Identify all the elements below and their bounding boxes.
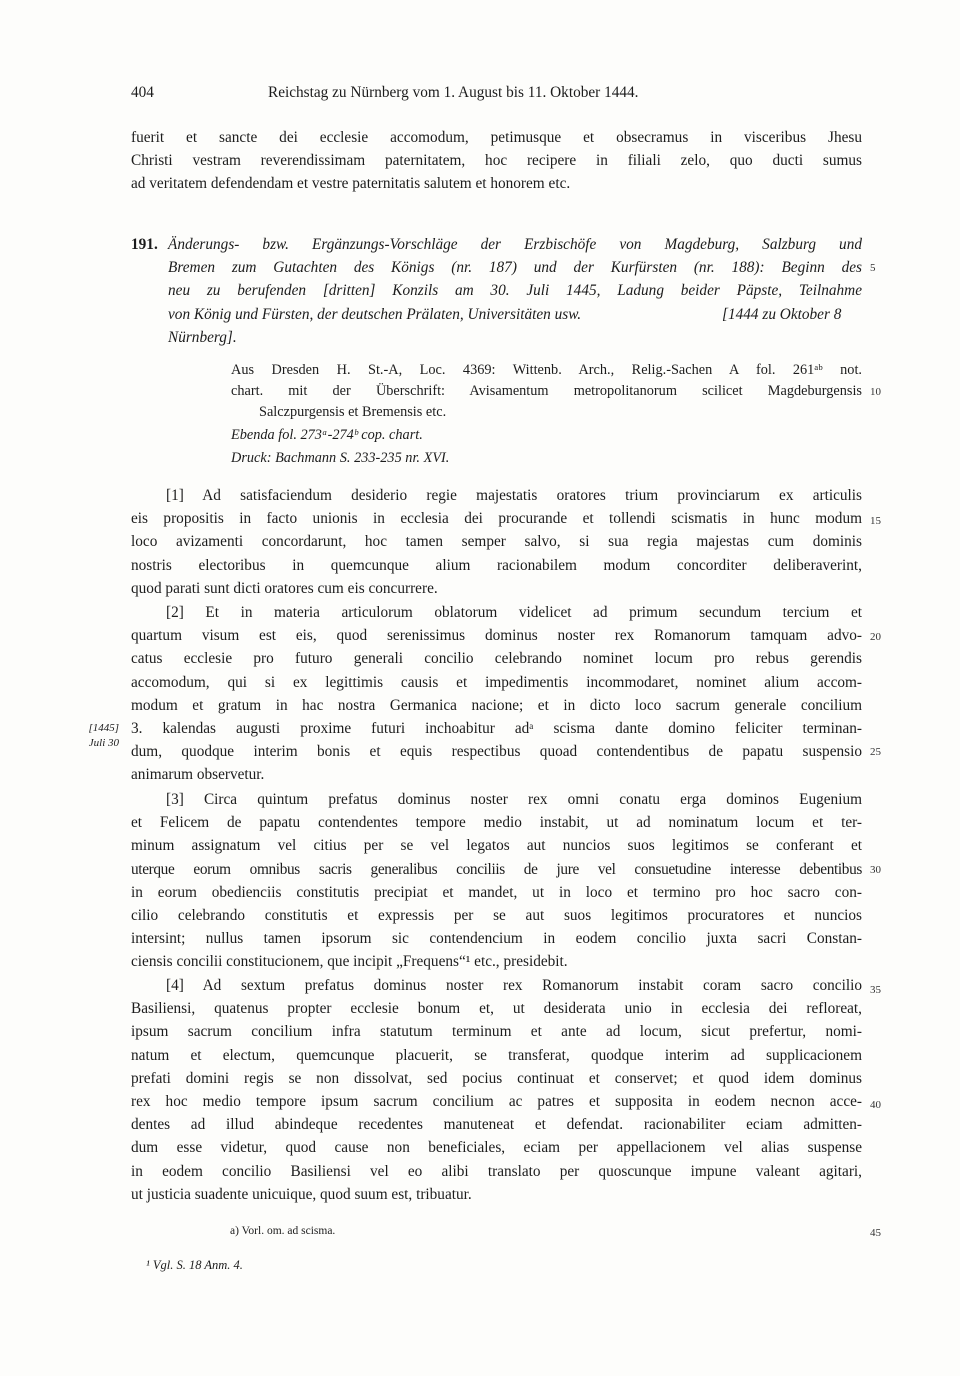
text-line: fuerit et sancte dei ecclesie accomodum, petimusque et obsecramus in visceribus Jhesu [131, 129, 862, 146]
source-line: Druck: Bachmann S. 233-235 nr. XVI. [231, 450, 450, 466]
text-line: natum et electum, quemcunque placuerit, se transferat, quodque interim ad supplicacionem [131, 1046, 862, 1064]
line-number: 40 [870, 1099, 881, 1111]
text-line: cilio celebrando constitutis et expressis per se aut suos legitimos procuratores et nuncios [131, 906, 862, 924]
text-line: dum, quodque interim bonis et equis respectibus quoad contendentibus de papatu suspensio [131, 743, 862, 761]
source-line: Ebenda fol. 273ᵃ-274ᵇ cop. chart. [231, 427, 423, 443]
text-line: accomodum, qui si ex legittimis causis et impedimentis incommodaret, nominet alium accom- [131, 673, 862, 691]
paragraph-4 [131, 974, 862, 1206]
text-line: quod parati sunt dicti oratores cum eis concurrere. [131, 579, 438, 597]
date-note: [1444 zu Oktober 8 [722, 305, 842, 323]
running-title: Reichstag zu Nürnberg vom 1. August bis 11. Oktober 1444. [268, 84, 639, 101]
text-line: uterque eorum omnibus sacris generalibus conciliis de jure vel consuetudine interesse debentibus [131, 860, 862, 878]
text-line: in eorum obedienciis constitutis precipiat et mandet, ut in loco et termino pro hoc sacro con- [131, 883, 862, 901]
text-line: ad veritatem defendendam et vestre paternitatis salutem et honorem etc. [131, 175, 571, 193]
text-line: loco avizamenti concordarunt, hoc tamen semper salvo, si sua regia majestas cum dominis [131, 533, 862, 551]
document-title [168, 233, 862, 349]
text-line: prefati domini regis se non dissolvat, sed pocius continuat et conservet; et quod idem dominus [131, 1069, 862, 1087]
title-line: Nürnberg]. [168, 328, 237, 346]
line-number: 30 [870, 864, 881, 876]
text-line: et Felicem de papatu contendentes tempore medio instabit, ut ad nominatum locum et ter- [131, 814, 862, 832]
text-line: modum et gratum in hac nostra Germanica nacione; et in dicto loco sacrum generale concilium [131, 696, 862, 714]
text-line: minum assignatum vel citius per se vel legatos aut nuncios suos legitimos se conferant et [131, 837, 862, 855]
paragraph-1 [131, 484, 862, 600]
line-number: 5 [870, 262, 876, 274]
title-line: von König und Fürsten, der deutschen Prälaten, Universitäten usw. [1444 zu Oktober 8 [168, 303, 862, 326]
text-line: quartum visum est eis, quod serenissimus dominus noster rex Romanorum tamquam advo- [131, 627, 862, 645]
line-number: 25 [870, 746, 881, 758]
text-line: [4] Ad sextum prefatus dominus noster rex Romanorum instabit coram sacro concilio [166, 977, 862, 994]
line-number: 35 [870, 984, 881, 996]
reference-footnote: ¹ Vgl. S. 18 Anm. 4. [146, 1258, 243, 1272]
source-line: Salczpurgensis et Bremensis etc. [259, 404, 447, 420]
text-line: Christi vestram reverendissimam paternitatem, hoc recipere in filiali zelo, quo ducti sumus [131, 152, 862, 170]
text-line: ipsum sacrum concilium infra statutum terminum et ante ad locum, sicut prefertur, nomi- [131, 1023, 862, 1041]
paragraph-3 [131, 788, 862, 974]
line-number: 45 [870, 1227, 881, 1239]
text-line: ciensis concilii constitucionem, que incipit „Frequens“¹ etc., presidebit. [131, 953, 568, 971]
text-line: ut justicia suadente unicuique, quod suum est, tribuatur. [131, 1185, 472, 1203]
text-line: 3. kalendas augusti proxime futuri inchoabitur adᵃ scisma dante domino feliciter terminan- [131, 719, 862, 737]
source-line: Aus Dresden H. St.-A, Loc. 4369: Wittenb. Arch., Relig.-Sachen A fol. 261ᵃᵇ not. [231, 362, 862, 378]
intro-text [131, 126, 862, 196]
text-line: intersint; nullus tamen ipsorum sic contendencium in eodem concilio juxta sacri Constan- [131, 930, 862, 948]
text-line: nostris electoribus in quemcunque alium racionabilem modum concorditer deliberaverint, [131, 556, 862, 574]
line-number: 15 [870, 515, 881, 527]
text-line: catus ecclesie pro futuro generali concilio celebrando nominet locum pro rebus gerendis [131, 650, 862, 668]
line-number: 20 [870, 631, 881, 643]
text-line: dentes ad illud abindeque recedentes manuteneat et defendat. racionabiliter eciam admitten- [131, 1116, 862, 1134]
text-line: dum esse videtur, quod cause non beneficiales, eciam per appellacionem vel alias suspense [131, 1139, 862, 1157]
page-number: 404 [131, 84, 154, 101]
text-line: [3] Circa quintum prefatus dominus noster rex omni conatu erga dominos Eugenium [166, 791, 862, 808]
text-line: in eodem concilio Basiliensi vel eo alibi translato per quoscunque impune valeant agitari, [131, 1162, 862, 1180]
text-line: [2] Et in materia articulorum oblatorum videlicet ad primum secundum tercium et [166, 604, 862, 621]
source-line: chart. mit der Überschrift: Avisamentum metropolitanorum scilicet Magdeburgensis [231, 383, 862, 399]
text-line: eis propositis in facto unionis in ecclesia dei procurande et tollendi scismatis in hunc modum [131, 510, 862, 528]
text-line: [1] Ad satisfaciendum desiderio regie majestatis oratores trium provinciarum ex articulis [166, 487, 862, 504]
margin-date [63, 721, 119, 751]
text-line: Basiliensi, quatenus propter ecclesie bonum et, ut desiderata unio in ecclesia dei refloreat, [131, 1000, 862, 1018]
line-number: 10 [870, 386, 881, 398]
document-number: 191. [131, 236, 158, 253]
text-line: rex hoc medio tempore ipsum sacrum concilium ac patres et supposita in eodem necnon acce- [131, 1092, 862, 1110]
paragraph-2 [131, 601, 862, 787]
title-line: Änderungs- bzw. Ergänzungs-Vorschläge der Erzbischöfe von Magdeburg, Salzburg und [168, 236, 862, 253]
source-notes [231, 360, 862, 469]
margin-date-day: Juli 30 [88, 737, 119, 749]
title-line: neu zu berufenden [dritten] Konzils am 30. Juli 1445, Ladung beider Päpste, Teilnahme [168, 282, 862, 300]
text-line: animarum observetur. [131, 766, 265, 784]
variant-footnote: a) Vorl. om. ad scisma. [230, 1225, 336, 1237]
title-line: Bremen zum Gutachten des Königs (nr. 187) und der Kurfürsten (nr. 188): Beginn des [168, 259, 862, 277]
margin-date-year: [1445] [88, 722, 119, 734]
